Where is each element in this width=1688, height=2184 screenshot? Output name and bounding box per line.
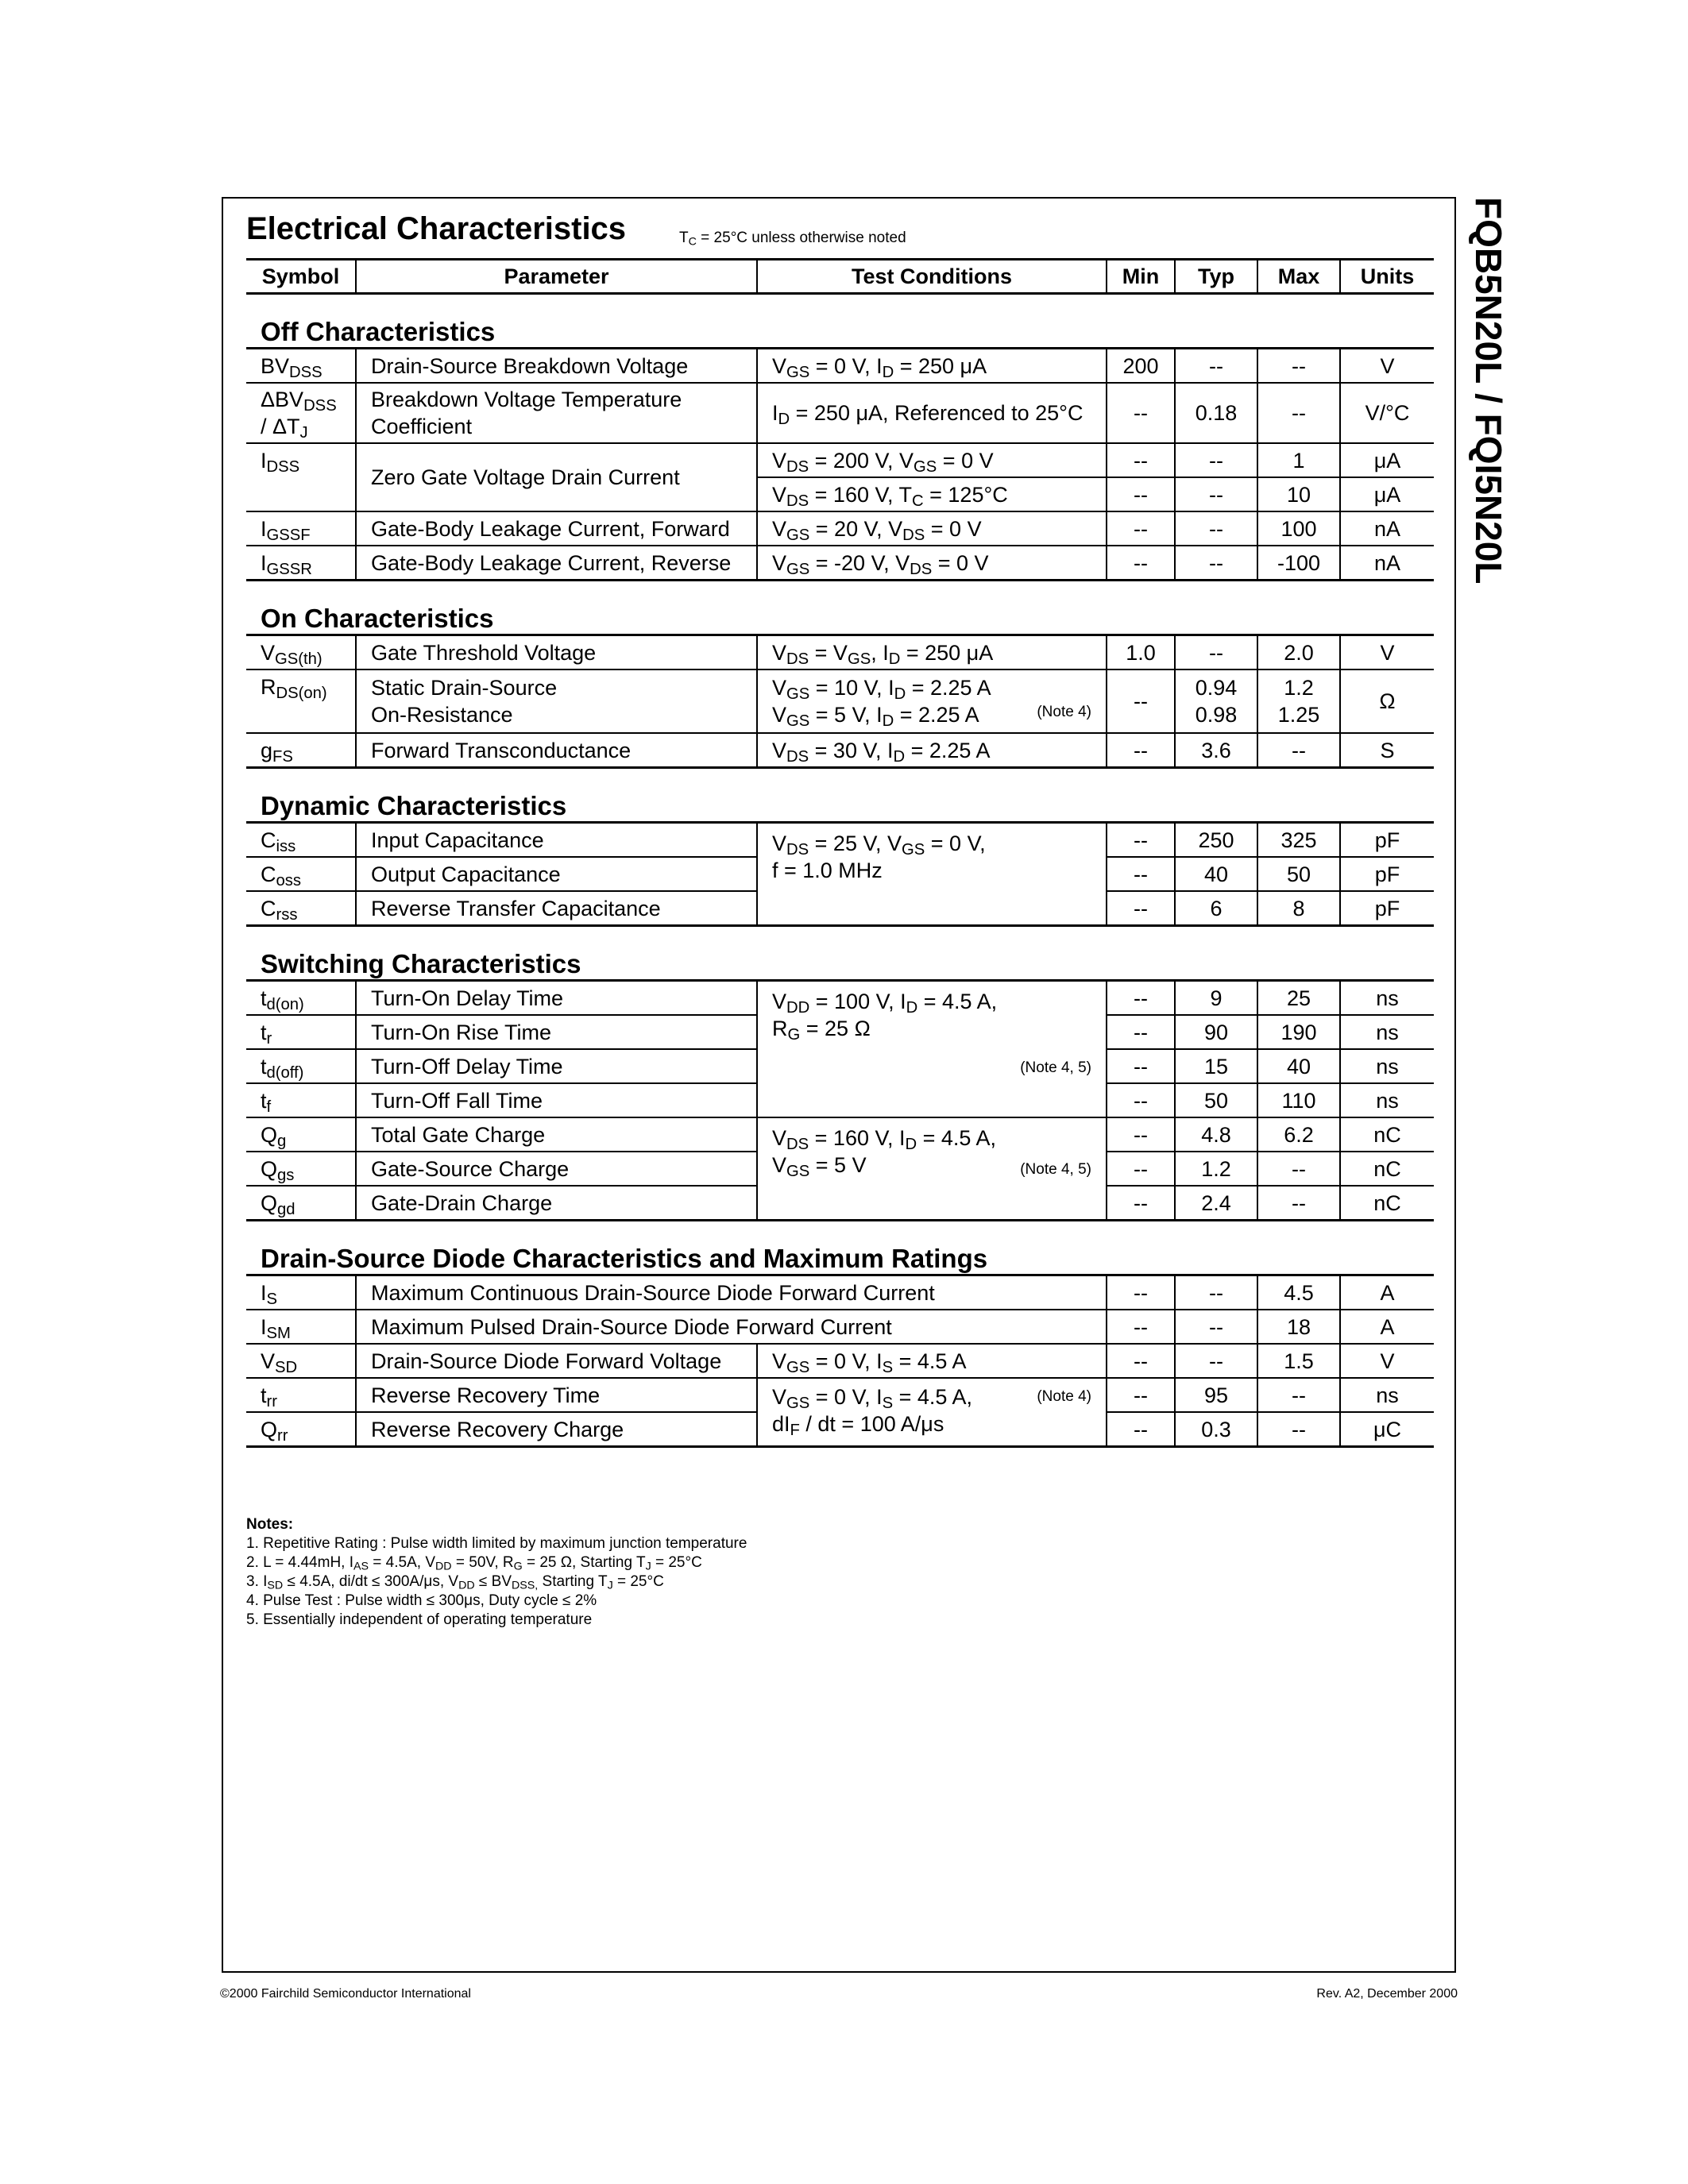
- col-test-conditions: Test Conditions: [757, 260, 1107, 294]
- note-1: 1. Repetitive Rating : Pulse width limited by maximum junction temperature: [246, 1535, 747, 1552]
- note-5: 5. Essentially independent of operating temperature: [246, 1611, 593, 1628]
- table-row: $I_S$ Maximum Continuous Drain-Source Diode Forward Current -- -- 4.5 A: [246, 1275, 1434, 1310]
- col-parameter: Parameter: [356, 260, 757, 294]
- table-row: $g_{FS}$ Forward Transconductance $V_{DS} = 30$ V, $I_D = 2.25$ A -- 3.6 -- S: [246, 733, 1434, 768]
- table-row: $t_f$ Turn-Off Fall Time -- 50 110 ns: [246, 1083, 1434, 1117]
- table-row: $I_{GSSF}$ Gate-Body Leakage Current, Forward $V_{GS} = 20$ V, $V_{DS} = 0$ V -- -- 100 nA: [246, 511, 1434, 546]
- table-row: $V_{SD}$ Drain-Source Diode Forward Voltage $V_{GS} = 0$ V, $I_S = 4.5$ A -- -- 1.5 V: [246, 1344, 1434, 1378]
- table-row: $t_{rr}$ Reverse Recovery Time $V_{GS} = 0$ V, $I_S = 4.5$ A, $dI_F$ / dt = 100 A/μs (Note 4) -- 95 -- ns: [246, 1378, 1434, 1412]
- section-dynamic: Dynamic Characteristics: [246, 778, 1434, 823]
- notes-heading: Notes:: [246, 1516, 294, 1533]
- table-row: $V_{GS(th)}$ Gate Threshold Voltage $V_{DS} = V_{GS}$, $I_D = 250$ μA 1.0 -- 2.0 V: [246, 635, 1434, 670]
- table-row: $Q_{rr}$ Reverse Recovery Charge -- 0.3 -- μC: [246, 1412, 1434, 1447]
- table-row: $Q_g$ Total Gate Charge $V_{DS} = 160$ V, $I_D = 4.5$ A, $V_{GS} = 5$ V (Note 4, 5) -- 4.8 6.2 nC: [246, 1117, 1434, 1152]
- note-3: 3. $I_{SD} \le 4.5A$, di/dt ≤ 300A/μs, $V_{DD} \le BV_{DSS,}$ Starting $T_J = 25^\circ C$: [246, 1573, 664, 1592]
- section-on: On Characteristics: [246, 591, 1434, 635]
- note-4: 4. Pulse Test : Pulse width ≤ 300μs, Duty cycle ≤ 2%: [246, 1592, 597, 1609]
- notes-block: [246, 1515, 747, 1630]
- table-row: $BV_{DSS}$ Drain-Source Breakdown Voltage $V_{GS} = 0$ V, $I_D = 250$ μA 200 -- -- V: [246, 349, 1434, 384]
- col-symbol: Symbol: [246, 260, 356, 294]
- col-max: Max: [1257, 260, 1340, 294]
- footer-copyright: ©2000 Fairchild Semiconductor International: [220, 1987, 471, 2001]
- heading-note: $T_C = 25^\circ C$ unless otherwise noted: [679, 230, 906, 249]
- table-row: $C_{oss}$ Output Capacitance -- 40 50 pF: [246, 857, 1434, 891]
- electrical-characteristics-table: [246, 258, 1434, 1448]
- part-number-title: FQB5N20L / FQI5N20L: [1468, 197, 1509, 585]
- table-header-row: [246, 260, 1434, 294]
- col-min: Min: [1107, 260, 1175, 294]
- section-switching: Switching Characteristics: [246, 936, 1434, 981]
- section-off: Off Characteristics: [246, 304, 1434, 349]
- table-row: $\Delta BV_{DSS}$ / $\Delta T_J$ Breakdown Voltage Temperature Coefficient $I_D = 250$ μA, Referenced to 25°C -- 0.18 -- V/°C: [246, 383, 1434, 443]
- note-2: 2. L = 4.44mH, $I_{AS} = 4.5A$, $V_{DD} = 50V$, $R_G = 25$ Ω, Starting $T_J = 25^\circ C$: [246, 1554, 702, 1573]
- section-diode: Drain-Source Diode Characteristics and Maximum Ratings: [246, 1231, 1434, 1275]
- table-row: $I_{GSSR}$ Gate-Body Leakage Current, Reverse $V_{GS} = -20$ V, $V_{DS} = 0$ V -- -- -100 nA: [246, 546, 1434, 581]
- table-row: $C_{rss}$ Reverse Transfer Capacitance -- 6 8 pF: [246, 891, 1434, 926]
- table-row: $Q_{gd}$ Gate-Drain Charge -- 2.4 -- nC: [246, 1186, 1434, 1221]
- col-units: Units: [1340, 260, 1434, 294]
- page-title: Electrical Characteristics: [246, 211, 627, 246]
- col-typ: Typ: [1175, 260, 1257, 294]
- table-row: $I_{SM}$ Maximum Pulsed Drain-Source Diode Forward Current -- -- 18 A: [246, 1310, 1434, 1344]
- table-row: $Q_{gs}$ Gate-Source Charge -- 1.2 -- nC: [246, 1152, 1434, 1186]
- table-row: $V_{DS} = 160$ V, $T_C = 125^\circ C$ -- -- 10 μA: [246, 477, 1434, 511]
- table-row: $t_{d(off)}$ Turn-Off Delay Time -- 15 40 ns: [246, 1049, 1434, 1083]
- table-row: $t_r$ Turn-On Rise Time -- 90 190 ns: [246, 1015, 1434, 1049]
- footer-revision: Rev. A2, December 2000: [1316, 1987, 1458, 2001]
- table-row: $C_{iss}$ Input Capacitance $V_{DS} = 25$ V, $V_{GS} = 0$ V, f = 1.0 MHz -- 250 325 pF: [246, 823, 1434, 858]
- table-row: $I_{DSS}$ Zero Gate Voltage Drain Current $V_{DS} = 200$ V, $V_{GS} = 0$ V -- -- 1 μA: [246, 443, 1434, 477]
- table-row: $R_{DS(on)}$ Static Drain-Source On-Resistance $V_{GS} = 10$ V, $I_D = 2.25$ A $V_{GS} = 5$ V, $I_D = 2.25$ A (Note 4) -- 0.94 0.98 1.2 1.25 Ω: [246, 669, 1434, 733]
- table-row: $t_{d(on)}$ Turn-On Delay Time $V_{DD} = 100$ V, $I_D = 4.5$ A, $R_G = 25$ Ω (Note 4, 5) -- 9 25 ns: [246, 981, 1434, 1016]
